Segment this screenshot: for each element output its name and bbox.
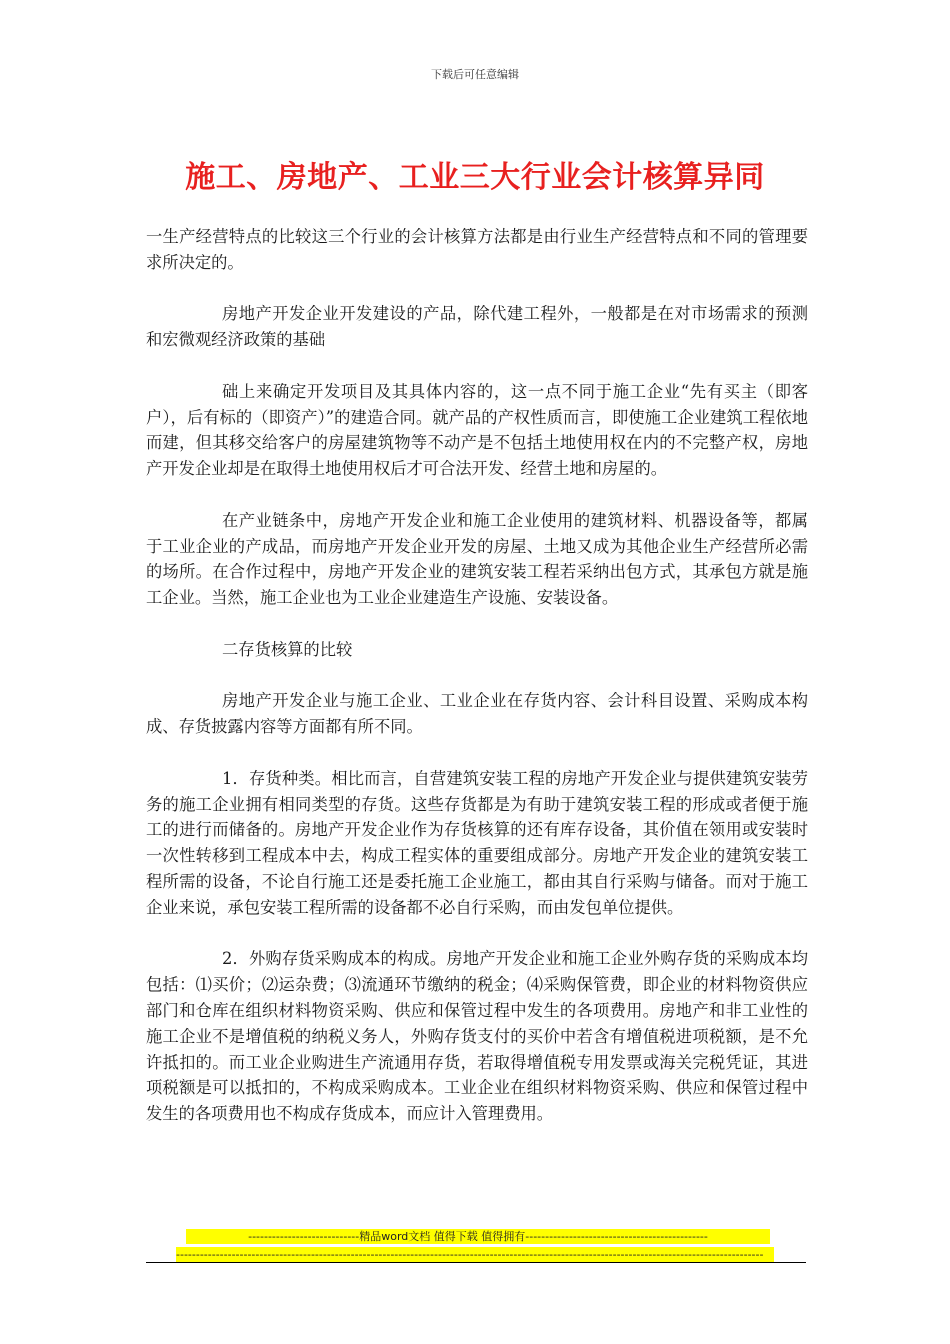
paragraph: 房地产开发企业与施工企业、工业企业在存货内容、会计科目设置、采购成本构成、存货披露内容等方面都有所不同。 bbox=[146, 691, 808, 737]
paragraph: 一生产经营特点的比较这三个行业的会计核算方法都是由行业生产经营特点和不同的管理要求所决定的。 bbox=[146, 227, 808, 272]
paragraph: 2．外购存货采购成本的构成。房地产开发企业和施工企业外购存货的采购成本均包括：⑴买价；⑵运杂费；⑶流通环节缴纳的税金；⑷采购保管费，即企业的材料物资供应部门和仓库在组织材料物资采购、供应和保管过程中发生的各项费用。房地产和非工业性的施工企业不是增值税的纳税义务人，外购存货支付的买价中若含有增值税进项税额，是不允许抵扣的。而工业企业购进生产流通用存货，若取得增值税专用发票或海关完税凭证，其进项税额是可以抵扣的，不构成采购成本。工业企业在组织材料物资采购、供应和保管过程中发生的各项费用也不构成存货成本，而应计入管理费用。 bbox=[146, 949, 808, 1124]
paragraph: 房地产开发企业开发建设的产品，除代建工程外，一般都是在对市场需求的预测和宏微观经济政策的基础 bbox=[146, 304, 808, 350]
document-body bbox=[146, 224, 808, 1153]
page-header-note: 下载后可任意编辑 bbox=[431, 68, 519, 81]
document-title: 施工、房地产、工业三大行业会计核算异同 bbox=[185, 160, 765, 195]
footer-divider bbox=[146, 1262, 806, 1263]
section-heading: 二存货核算的比较 bbox=[222, 639, 353, 659]
footer-banner bbox=[176, 1229, 776, 1262]
footer-promo-line: ----------------------------精品word文档 值得下载 值得拥有---------------------------------------------- bbox=[186, 1229, 770, 1244]
footer-dash-line: ---------------------------------------------------------------------------------------------------------------------------------------------------- bbox=[176, 1247, 774, 1262]
paragraph: 在产业链条中，房地产开发企业和施工企业使用的建筑材料、机器设备等，都属于工业企业的产成品，而房地产开发企业开发的房屋、土地又成为其他企业生产经营所必需的场所。在合作过程中，房地产开发企业的建筑安装工程若采纳出包方式，其承包方就是施工企业。当然，施工企业也为工业企业建造生产设施、安装设备。 bbox=[146, 510, 808, 608]
paragraph: 1．存货种类。相比而言，自营建筑安装工程的房地产开发企业与提供建筑安装劳务的施工企业拥有相同类型的存货。这些存货都是为有助于建筑安装工程的形成或者便于施工的进行而储备的。房地产开发企业作为存货核算的还有库存设备，其价值在领用或安装时一次性转移到工程成本中去，构成工程实体的重要组成部分。房地产开发企业的建筑安装工程所需的设备，不论自行施工还是委托施工企业施工，都由其自行采购与储备。而对于施工企业来说，承包安装工程所需的设备都不必自行采购，而由发包单位提供。 bbox=[146, 768, 808, 917]
paragraph: 础上来确定开发项目及其具体内容的，这一点不同于施工企业“先有买主（即客户），后有标的（即资产）”的建造合同。就产品的产权性质而言，即使施工企业建筑工程依地而建，但其移交给客户的房屋建筑物等不动产是不包括土地使用权在内的不完整产权，房地产开发企业却是在取得土地使用权后才可合法开发、经营土地和房屋的。 bbox=[146, 381, 808, 479]
